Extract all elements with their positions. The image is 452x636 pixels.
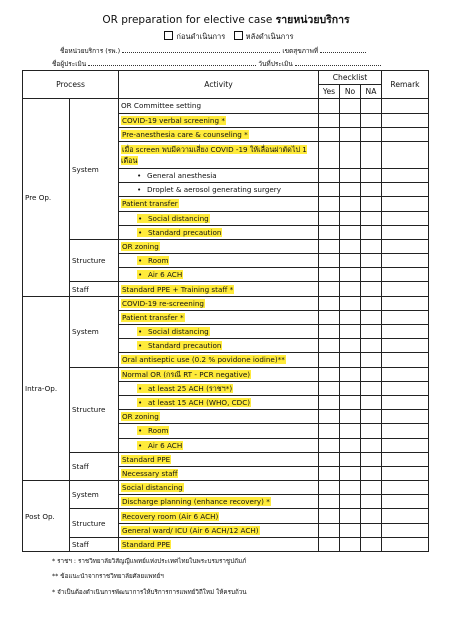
yes-cell[interactable] (319, 225, 340, 239)
na-cell[interactable] (361, 225, 382, 239)
yes-cell[interactable] (319, 424, 340, 438)
no-cell[interactable] (340, 481, 361, 495)
yes-cell[interactable] (319, 481, 340, 495)
unit-field-label: ชื่อหน่วยบริการ (รพ.) (60, 47, 121, 55)
yes-cell[interactable] (319, 395, 340, 409)
phase-intra-op: Intra-Op. (23, 296, 70, 480)
bullet-icon: • (138, 341, 143, 351)
remark-cell[interactable] (382, 381, 429, 395)
bullet-icon: • (138, 213, 143, 223)
activity-row: Necessary staff (119, 466, 319, 480)
yes-cell[interactable] (319, 353, 340, 367)
yes-cell[interactable] (319, 211, 340, 225)
remark-cell[interactable] (382, 268, 429, 282)
no-cell[interactable] (340, 381, 361, 395)
phase-post-op: Post Op. (23, 481, 70, 552)
bullet-icon: • (138, 383, 143, 393)
group-pre-staff: Staff (70, 282, 119, 296)
no-cell[interactable] (340, 282, 361, 296)
bullet-icon: • (138, 256, 143, 266)
group-pre-structure: Structure (70, 239, 119, 282)
na-cell[interactable] (361, 310, 382, 324)
remark-cell[interactable] (382, 367, 429, 381)
remark-cell[interactable] (382, 353, 429, 367)
activity-row: OR zoning (119, 410, 319, 424)
yes-cell[interactable] (319, 381, 340, 395)
bullet-icon: • (137, 171, 142, 181)
na-cell[interactable] (361, 183, 382, 197)
no-cell[interactable] (340, 509, 361, 523)
no-cell[interactable] (340, 452, 361, 466)
title-thai: รายหน่วยบริการ (275, 14, 350, 26)
remark-cell[interactable] (382, 113, 429, 127)
na-cell[interactable] (361, 339, 382, 353)
na-cell[interactable] (361, 239, 382, 253)
no-cell[interactable] (340, 127, 361, 141)
no-cell[interactable] (340, 438, 361, 452)
phase-options (0, 31, 452, 43)
no-cell[interactable] (340, 296, 361, 310)
activity-row: Pre-anesthesia care & counseling * (119, 127, 319, 141)
remark-cell[interactable] (382, 509, 429, 523)
na-cell[interactable] (361, 481, 382, 495)
na-cell[interactable] (361, 197, 382, 211)
activity-row: Normal OR (กรณี RT - PCR negative) (119, 367, 319, 381)
no-cell[interactable] (340, 537, 361, 551)
yes-cell[interactable] (319, 268, 340, 282)
remark-cell[interactable] (382, 254, 429, 268)
na-cell[interactable] (361, 127, 382, 141)
yes-cell[interactable] (319, 183, 340, 197)
activity-row: • Room (119, 254, 319, 268)
na-cell[interactable] (361, 353, 382, 367)
footnote-1: * ราชฯ : ราชวิทยาลัยวิสัญญีแพทย์แห่งประเทศไทยในพระบรมราชูปถัมภ์ (52, 558, 247, 565)
activity-row: Standard PPE (119, 537, 319, 551)
no-cell[interactable] (340, 239, 361, 253)
na-cell[interactable] (361, 113, 382, 127)
no-cell[interactable] (340, 523, 361, 537)
na-cell[interactable] (361, 254, 382, 268)
no-cell[interactable] (340, 254, 361, 268)
no-cell[interactable] (340, 268, 361, 282)
remark-cell[interactable] (382, 282, 429, 296)
no-cell[interactable] (340, 141, 361, 168)
activity-row: OR zoning (119, 239, 319, 253)
no-cell[interactable] (340, 113, 361, 127)
na-cell[interactable] (361, 466, 382, 480)
yes-cell[interactable] (319, 438, 340, 452)
activity-row: • at least 25 ACH (ราชฯ*) (119, 381, 319, 395)
remark-cell[interactable] (382, 466, 429, 480)
after-checkbox[interactable] (234, 31, 243, 40)
evaluator-field-input[interactable] (88, 59, 256, 66)
activity-row: Social distancing (119, 481, 319, 495)
unit-field-input[interactable] (122, 46, 280, 53)
bullet-icon: • (137, 185, 142, 195)
no-cell[interactable] (340, 310, 361, 324)
footnote-2: ** ข้อแนะนำจากราชวิทยาลัยศัลยแพทย์ฯ (52, 573, 164, 580)
no-cell[interactable] (340, 495, 361, 509)
remark-cell[interactable] (382, 168, 429, 182)
na-cell[interactable] (361, 282, 382, 296)
activity-row: COVID-19 re-screening (119, 296, 319, 310)
na-cell[interactable] (361, 410, 382, 424)
na-cell[interactable] (361, 367, 382, 381)
activity-row: Recovery room (Air 6 ACH) (119, 509, 319, 523)
footnote-3: * จำเป็นต้องดำเนินการพัฒนาการให้บริการการแพทย์วิถีใหม่ ให้ครบถ้วน (52, 589, 247, 596)
unit-field-row (60, 46, 366, 56)
remark-cell[interactable] (382, 225, 429, 239)
activity-row: OR Committee setting (119, 99, 319, 113)
no-cell[interactable] (340, 353, 361, 367)
activity-row: Oral antiseptic use (0.2 % povidone iodine)** (119, 353, 319, 367)
activity-row: เมื่อ screen พบมีความเสี่ยง COVID -19 ให้เลื่อนผ่าตัดไป 1 เดือน (119, 141, 319, 168)
na-cell[interactable] (361, 537, 382, 551)
activity-row: • Room (119, 424, 319, 438)
region-field-input[interactable] (320, 46, 366, 53)
group-post-system: System (70, 481, 119, 509)
na-cell[interactable] (361, 141, 382, 168)
evaluator-field-row (52, 59, 381, 69)
group-pre-system: System (70, 99, 119, 240)
remark-cell[interactable] (382, 310, 429, 324)
after-label: หลังดำเนินการ (245, 32, 294, 41)
no-cell[interactable] (340, 197, 361, 211)
before-checkbox[interactable] (164, 31, 173, 40)
activity-row: • Air 6 ACH (119, 268, 319, 282)
na-cell[interactable] (361, 509, 382, 523)
na-cell[interactable] (361, 438, 382, 452)
checklist-header: Checklist (319, 71, 382, 85)
no-header: No (340, 85, 361, 99)
yes-cell[interactable] (319, 466, 340, 480)
remark-header: Remark (382, 71, 429, 99)
yes-cell[interactable] (319, 523, 340, 537)
remark-cell[interactable] (382, 395, 429, 409)
evaluator-field-label: ชื่อผู้ประเมิน (52, 60, 87, 68)
na-cell[interactable] (361, 268, 382, 282)
group-post-structure: Structure (70, 509, 119, 537)
yes-cell[interactable] (319, 113, 340, 127)
yes-cell[interactable] (319, 99, 340, 113)
remark-cell[interactable] (382, 197, 429, 211)
remark-cell[interactable] (382, 325, 429, 339)
yes-cell[interactable] (319, 296, 340, 310)
na-cell[interactable] (361, 452, 382, 466)
group-post-staff: Staff (70, 537, 119, 551)
no-cell[interactable] (340, 395, 361, 409)
na-cell[interactable] (361, 381, 382, 395)
remark-cell[interactable] (382, 239, 429, 253)
bullet-icon: • (138, 426, 143, 436)
remark-cell[interactable] (382, 339, 429, 353)
na-cell[interactable] (361, 99, 382, 113)
activity-row: • Standard precaution (119, 225, 319, 239)
remark-cell[interactable] (382, 452, 429, 466)
no-cell[interactable] (340, 183, 361, 197)
na-cell[interactable] (361, 395, 382, 409)
group-intra-system: System (70, 296, 119, 367)
title-english: OR preparation for elective case (102, 14, 273, 26)
activity-row: Patient transfer * (119, 310, 319, 324)
remark-cell[interactable] (382, 410, 429, 424)
bullet-icon: • (138, 227, 143, 237)
yes-cell[interactable] (319, 509, 340, 523)
activity-row: Discharge planning (enhance recovery) * (119, 495, 319, 509)
no-cell[interactable] (340, 466, 361, 480)
yes-cell[interactable] (319, 141, 340, 168)
no-cell[interactable] (340, 99, 361, 113)
remark-cell[interactable] (382, 99, 429, 113)
na-cell[interactable] (361, 296, 382, 310)
checklist-table (22, 70, 429, 552)
activity-row: • Social distancing (119, 325, 319, 339)
no-cell[interactable] (340, 168, 361, 182)
na-cell[interactable] (361, 495, 382, 509)
na-header: NA (361, 85, 382, 99)
activity-row: • General anesthesia (119, 168, 319, 182)
remark-cell[interactable] (382, 481, 429, 495)
yes-header: Yes (319, 85, 340, 99)
date-field-input[interactable] (295, 59, 381, 66)
remark-cell[interactable] (382, 183, 429, 197)
yes-cell[interactable] (319, 254, 340, 268)
remark-cell[interactable] (382, 537, 429, 551)
remark-cell[interactable] (382, 495, 429, 509)
activity-row: Standard PPE (119, 452, 319, 466)
bullet-icon: • (138, 398, 143, 408)
no-cell[interactable] (340, 211, 361, 225)
group-intra-staff: Staff (70, 452, 119, 480)
no-cell[interactable] (340, 339, 361, 353)
activity-row: • Droplet & aerosol generating surgery (119, 183, 319, 197)
activity-row: • Standard precaution (119, 339, 319, 353)
activity-row: General ward/ ICU (Air 6 ACH/12 ACH) (119, 523, 319, 537)
yes-cell[interactable] (319, 367, 340, 381)
group-intra-structure: Structure (70, 367, 119, 452)
yes-cell[interactable] (319, 197, 340, 211)
yes-cell[interactable] (319, 282, 340, 296)
process-header: Process (23, 71, 119, 99)
region-field-label: เขตสุขภาพที่ (282, 47, 319, 55)
yes-cell[interactable] (319, 168, 340, 182)
activity-row: Patient transfer (119, 197, 319, 211)
activity-header: Activity (119, 71, 319, 99)
bullet-icon: • (138, 440, 143, 450)
remark-cell[interactable] (382, 127, 429, 141)
activity-row: • Social distancing (119, 211, 319, 225)
na-cell[interactable] (361, 168, 382, 182)
activity-row: • at least 15 ACH (WHO, CDC) (119, 395, 319, 409)
bullet-icon: • (138, 327, 143, 337)
no-cell[interactable] (340, 325, 361, 339)
no-cell[interactable] (340, 410, 361, 424)
yes-cell[interactable] (319, 127, 340, 141)
remark-cell[interactable] (382, 523, 429, 537)
remark-cell[interactable] (382, 296, 429, 310)
remark-cell[interactable] (382, 211, 429, 225)
yes-cell[interactable] (319, 325, 340, 339)
phase-pre-op: Pre Op. (23, 99, 70, 296)
bullet-icon: • (138, 270, 143, 280)
remark-cell[interactable] (382, 424, 429, 438)
no-cell[interactable] (340, 424, 361, 438)
na-cell[interactable] (361, 523, 382, 537)
no-cell[interactable] (340, 225, 361, 239)
na-cell[interactable] (361, 325, 382, 339)
yes-cell[interactable] (319, 239, 340, 253)
before-label: ก่อนดำเนินการ (176, 32, 226, 41)
no-cell[interactable] (340, 367, 361, 381)
activity-row: • Air 6 ACH (119, 438, 319, 452)
yes-cell[interactable] (319, 339, 340, 353)
yes-cell[interactable] (319, 310, 340, 324)
date-field-label: วันที่ประเมิน (258, 60, 293, 68)
remark-cell[interactable] (382, 438, 429, 452)
yes-cell[interactable] (319, 410, 340, 424)
remark-cell[interactable] (382, 141, 429, 168)
form-title (0, 11, 452, 28)
yes-cell[interactable] (319, 537, 340, 551)
activity-row: Standard PPE + Training staff * (119, 282, 319, 296)
activity-row: COVID-19 verbal screening * (119, 113, 319, 127)
na-cell[interactable] (361, 211, 382, 225)
yes-cell[interactable] (319, 452, 340, 466)
na-cell[interactable] (361, 424, 382, 438)
yes-cell[interactable] (319, 495, 340, 509)
